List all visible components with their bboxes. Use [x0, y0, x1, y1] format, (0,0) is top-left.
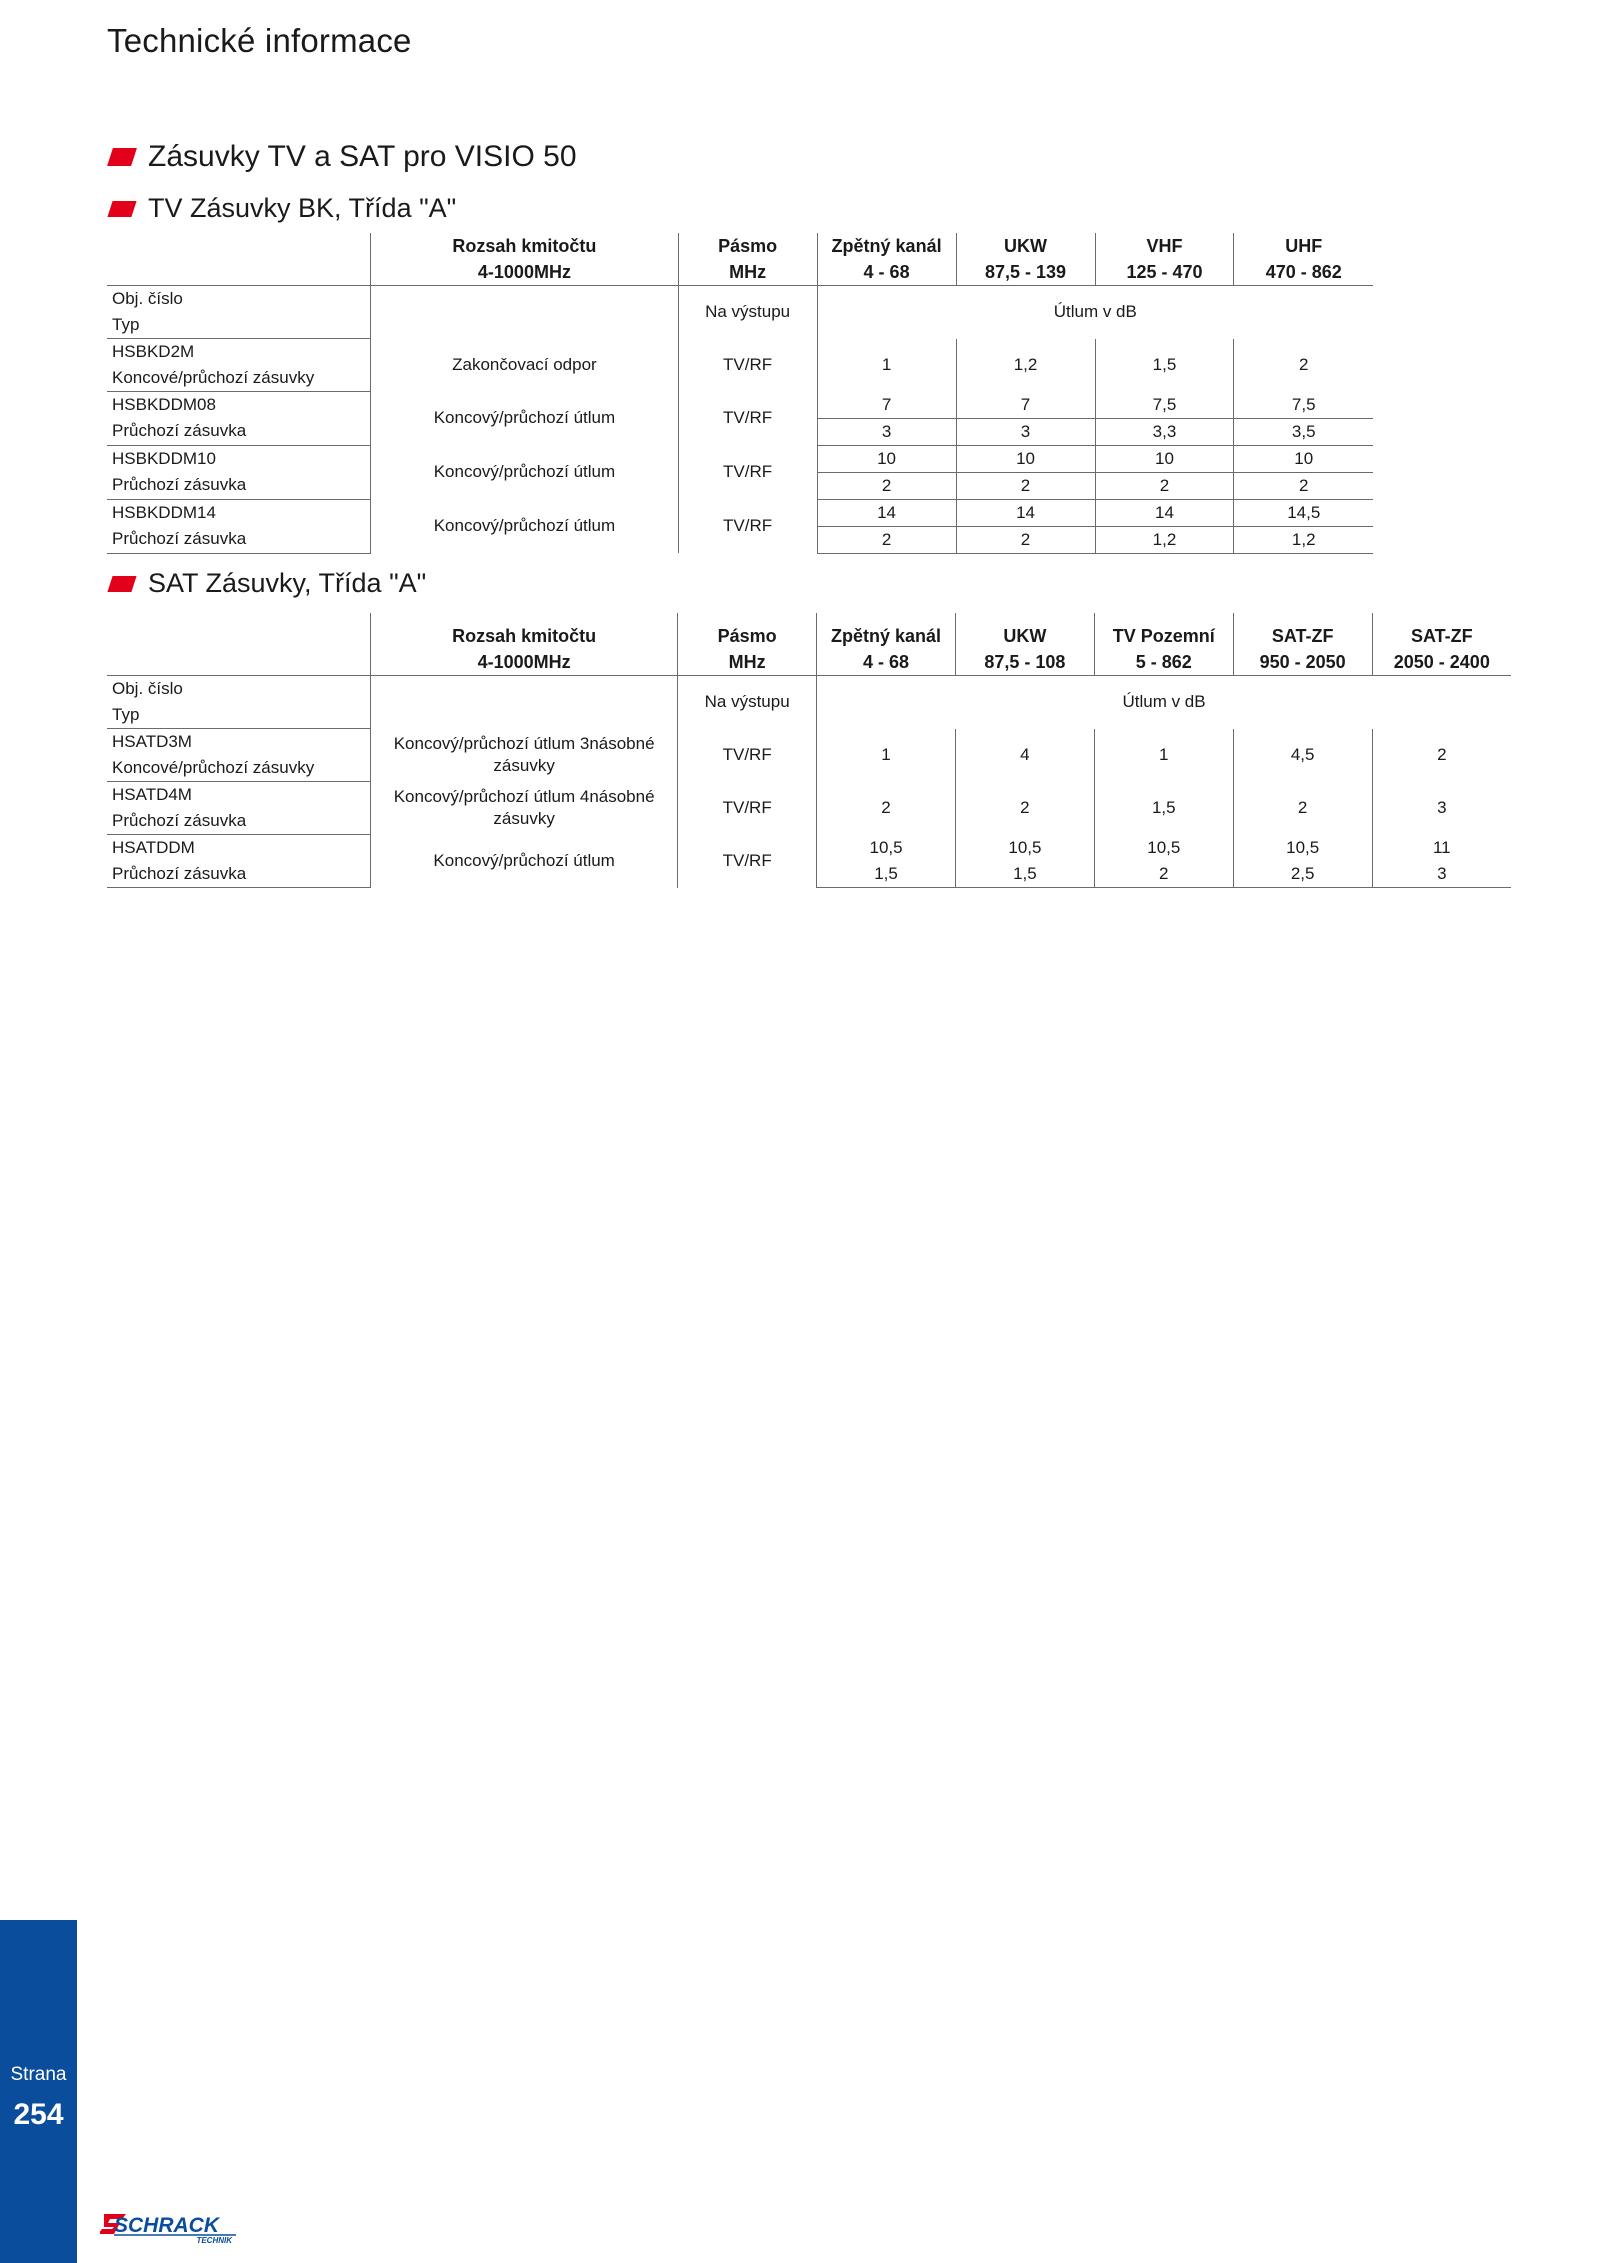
sat-heading-text: SAT Zásuvky, Třída "A": [148, 568, 427, 598]
desc-cell: Zakončovací odpor: [371, 339, 678, 392]
type-cell: Průchozí zásuvka: [107, 418, 371, 445]
value-cell: 10: [956, 445, 1095, 472]
table-header-cell: Rozsah kmitočtu: [371, 233, 678, 259]
code-cell: HSBKDDM14: [112, 502, 216, 522]
tv-heading: [110, 193, 456, 224]
page-title: Technické informace: [107, 22, 412, 59]
table-header-cell: 87,5 - 139: [956, 259, 1095, 286]
value-cell: 2: [817, 472, 956, 499]
type-cell: Průchozí zásuvka: [107, 526, 371, 553]
value-cell: 10: [1234, 445, 1373, 472]
value-cell: 1,2: [1234, 526, 1373, 553]
value-cell: 2: [956, 526, 1095, 553]
type-cell: Průchozí zásuvka: [107, 808, 371, 835]
band-cell: TV/RF: [678, 339, 817, 392]
band-cell: TV/RF: [678, 499, 817, 553]
code-cell: HSBKDDM08: [112, 395, 216, 414]
table-row: [107, 392, 1373, 419]
value-cell: 10,5: [817, 835, 956, 862]
table-header-blank: [1233, 613, 1372, 623]
code-cell: HSATDDM: [112, 838, 195, 857]
table-header-cell: 950 - 2050: [1233, 649, 1372, 676]
blank-cell: [371, 286, 678, 339]
type-cell: Průchozí zásuvka: [107, 861, 371, 888]
value-cell: 10,5: [1233, 835, 1372, 862]
table-header-blank: [1372, 613, 1511, 623]
desc-cell: Koncový/průchozí útlum: [371, 499, 678, 553]
value-cell: 1,2: [956, 339, 1095, 392]
value-cell: 1,5: [1095, 339, 1234, 392]
table-row: [107, 729, 1511, 756]
label-cell: Útlum v dB: [817, 286, 1373, 339]
value-cell: 10: [1095, 445, 1234, 472]
table-header-cell: 4 - 68: [817, 649, 956, 676]
table-row: [107, 676, 1511, 703]
table-header-cell: 4 - 68: [817, 259, 956, 286]
page-number: 254: [13, 2098, 64, 2131]
red-marker-icon: [107, 576, 136, 592]
value-cell: 2: [1094, 861, 1233, 888]
page-sidebar: [0, 1920, 77, 2263]
red-marker-icon: [107, 148, 137, 166]
code-cell: HSBKDDM10: [112, 448, 216, 468]
table-header-cell: UKW: [956, 233, 1095, 259]
desc-cell: Koncový/průchozí útlum 4násobné zásuvky: [371, 782, 678, 835]
table-header-cell: 2050 - 2400: [1372, 649, 1511, 676]
desc-cell: Koncový/průchozí útlum 3násobné zásuvky: [371, 729, 678, 782]
tv-heading-text: TV Zásuvky BK, Třída "A": [148, 193, 457, 223]
value-cell: 14: [956, 499, 1095, 526]
table-header-cell: Pásmo: [678, 233, 817, 259]
value-cell: 7,5: [1095, 392, 1234, 419]
desc-cell: Koncový/průchozí útlum: [371, 835, 678, 888]
value-cell: 2,5: [1233, 861, 1372, 888]
section-heading: [110, 140, 577, 174]
desc-cell: Koncový/průchozí útlum: [371, 445, 678, 499]
value-cell: 3,5: [1234, 418, 1373, 445]
table-header-cell: SAT-ZF: [1233, 623, 1372, 649]
value-cell: 7: [956, 392, 1095, 419]
value-cell: 1: [817, 729, 956, 782]
table-header-blank: [107, 259, 371, 286]
table-header-cell: Rozsah kmitočtu: [371, 623, 678, 649]
band-cell: TV/RF: [678, 729, 817, 782]
table-header-cell: UKW: [955, 623, 1094, 649]
value-cell: 1,2: [1095, 526, 1234, 553]
band-cell: TV/RF: [678, 782, 817, 835]
brand-name: SCHRACK: [114, 2214, 219, 2237]
value-cell: 3,3: [1095, 418, 1234, 445]
sat-heading: [110, 568, 426, 599]
value-cell: 1,5: [1094, 782, 1233, 835]
red-marker-icon: [107, 201, 136, 217]
table-header-cell: 470 - 862: [1234, 259, 1373, 286]
sat-spec-table: [107, 613, 1511, 888]
value-cell: 2: [817, 526, 956, 553]
table-row: [107, 286, 1373, 313]
label-cell: Na výstupu: [678, 286, 817, 339]
value-cell: 1,5: [955, 861, 1094, 888]
tv-spec-table: [107, 233, 1373, 554]
type-cell: Koncové/průchozí zásuvky: [107, 755, 371, 782]
table-header-cell: 125 - 470: [1095, 259, 1234, 286]
value-cell: 2: [1095, 472, 1234, 499]
band-cell: TV/RF: [678, 835, 817, 888]
table-header-blank: [107, 233, 371, 259]
value-cell: 1: [817, 339, 956, 392]
table-header-cell: 87,5 - 108: [955, 649, 1094, 676]
value-cell: 4,5: [1233, 729, 1372, 782]
value-cell: 10: [817, 445, 956, 472]
table-row: [107, 339, 1373, 366]
table-header-blank: [371, 613, 678, 623]
value-cell: 3: [817, 418, 956, 445]
table-header-cell: MHz: [678, 649, 817, 676]
code-cell: HSATD3M: [112, 732, 192, 751]
value-cell: 3: [1372, 782, 1511, 835]
value-cell: 14: [817, 499, 956, 526]
band-cell: TV/RF: [678, 392, 817, 446]
code-cell: HSATD4M: [112, 785, 192, 804]
value-cell: 2: [1234, 472, 1373, 499]
table-row: [107, 782, 1511, 809]
value-cell: 14,5: [1234, 499, 1373, 526]
table-row: [107, 445, 1373, 472]
table-header-cell: TV Pozemní: [1094, 623, 1233, 649]
table-header-cell: 4-1000MHz: [371, 649, 678, 676]
table-header-blank: [1094, 613, 1233, 623]
value-cell: 10,5: [955, 835, 1094, 862]
table-row: [107, 499, 1373, 526]
table-header-blank: [107, 613, 371, 623]
table-header-blank: [678, 613, 817, 623]
value-cell: 4: [955, 729, 1094, 782]
table-header-cell: 4-1000MHz: [371, 259, 678, 286]
desc-cell: Koncový/průchozí útlum: [371, 392, 678, 446]
table-header-blank: [817, 613, 956, 623]
table-header-cell: Zpětný kanál: [817, 233, 956, 259]
table-header-blank: [107, 649, 371, 676]
value-cell: 3: [1372, 861, 1511, 888]
value-cell: 10,5: [1094, 835, 1233, 862]
section-heading-text: Zásuvky TV a SAT pro VISIO 50: [148, 140, 577, 173]
blank-cell: [371, 676, 678, 729]
table-header-blank: [955, 613, 1094, 623]
value-cell: 11: [1372, 835, 1511, 862]
value-cell: 2: [817, 782, 956, 835]
table-header-cell: SAT-ZF: [1372, 623, 1511, 649]
table-header-cell: Pásmo: [678, 623, 817, 649]
value-cell: 3: [956, 418, 1095, 445]
label-cell: Obj. číslo: [112, 289, 183, 308]
table-header-cell: VHF: [1095, 233, 1234, 259]
table-header-cell: Zpětný kanál: [817, 623, 956, 649]
type-cell: Průchozí zásuvka: [107, 472, 371, 499]
schrack-logo-icon: [100, 2210, 240, 2246]
label-cell: Na výstupu: [678, 676, 817, 729]
label-cell: Typ: [107, 702, 371, 729]
type-cell: Koncové/průchozí zásuvky: [107, 365, 371, 392]
value-cell: 2: [1233, 782, 1372, 835]
value-cell: 7,5: [1234, 392, 1373, 419]
label-cell: Útlum v dB: [817, 676, 1511, 729]
label-cell: Obj. číslo: [112, 679, 183, 698]
label-cell: Typ: [107, 312, 371, 339]
table-header-blank: [107, 623, 371, 649]
value-cell: 1: [1094, 729, 1233, 782]
table-row: [107, 835, 1511, 862]
value-cell: 2: [1372, 729, 1511, 782]
value-cell: 2: [1234, 339, 1373, 392]
brand-sub: TECHNIK: [196, 2236, 232, 2245]
table-header-cell: MHz: [678, 259, 817, 286]
value-cell: 14: [1095, 499, 1234, 526]
table-header-cell: UHF: [1234, 233, 1373, 259]
value-cell: 1,5: [817, 861, 956, 888]
value-cell: 2: [955, 782, 1094, 835]
value-cell: 2: [956, 472, 1095, 499]
code-cell: HSBKD2M: [112, 342, 195, 361]
band-cell: TV/RF: [678, 445, 817, 499]
page-label: Strana: [10, 2064, 67, 2085]
value-cell: 7: [817, 392, 956, 419]
table-header-cell: 5 - 862: [1094, 649, 1233, 676]
